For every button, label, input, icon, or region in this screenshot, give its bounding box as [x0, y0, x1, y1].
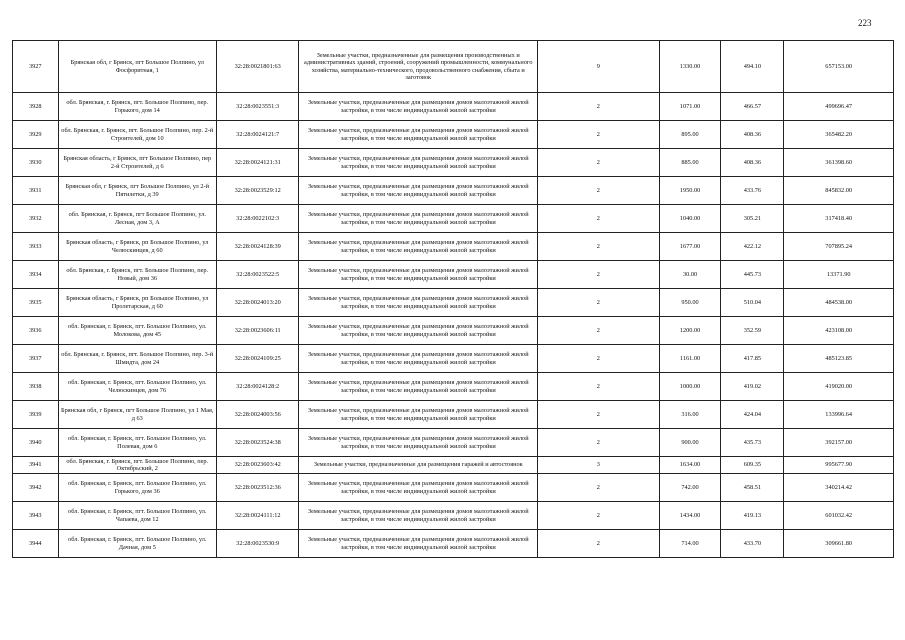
cadastral-value-cell: 423108.00: [784, 317, 894, 345]
area-cell: 714.00: [659, 530, 721, 558]
row-number-cell: 3931: [13, 177, 59, 205]
cadastral-value-cell: 707895.24: [784, 233, 894, 261]
area-cell: 1330.00: [659, 41, 721, 93]
cadastral-value-cell: 340214.42: [784, 474, 894, 502]
row-number-cell: 3936: [13, 317, 59, 345]
cadastral-number-cell: 32:28:0023551:3: [216, 93, 298, 121]
area-cell: 895.00: [659, 121, 721, 149]
row-number-cell: 3927: [13, 41, 59, 93]
group-number-cell: 2: [538, 373, 660, 401]
cadastral-number-cell: 32:28:0024013:20: [216, 289, 298, 317]
cadastral-value-cell: 309661.80: [784, 530, 894, 558]
row-number-cell: 3937: [13, 345, 59, 373]
group-number-cell: 2: [538, 401, 660, 429]
specific-value-cell: 419.13: [721, 502, 784, 530]
specific-value-cell: 494.10: [721, 41, 784, 93]
cadastral-number-cell: 32:28:0023606:11: [216, 317, 298, 345]
cadastral-number-cell: 32:28:0023529:12: [216, 177, 298, 205]
land-use-cell: Земельные участки, предназначенные для размещения домов малоэтажной жилой застройки, в том числе индивидуальной жилой застройки: [299, 401, 538, 429]
area-cell: 1040.00: [659, 205, 721, 233]
row-number-cell: 3944: [13, 530, 59, 558]
group-number-cell: 2: [538, 93, 660, 121]
specific-value-cell: 424.04: [721, 401, 784, 429]
specific-value-cell: 352.59: [721, 317, 784, 345]
group-number-cell: 2: [538, 474, 660, 502]
address-cell: обл. Брянская, г. Брянск, пгт. Большое Полпино, пер. 2-й Строителей, дом 10: [58, 121, 216, 149]
group-number-cell: 2: [538, 261, 660, 289]
table-row: [13, 530, 894, 558]
address-cell: обл. Брянская, г. Брянск, пгт. Большое Полпино, ул. Горького, дом 36: [58, 474, 216, 502]
land-use-cell: Земельные участки, предназначенные для размещения домов малоэтажной жилой застройки, в том числе индивидуальной жилой застройки: [299, 289, 538, 317]
table-row: [13, 205, 894, 233]
area-cell: 742.00: [659, 474, 721, 502]
table-row: [13, 233, 894, 261]
row-number-cell: 3934: [13, 261, 59, 289]
cadastral-value-table: [12, 40, 894, 558]
specific-value-cell: 435.73: [721, 429, 784, 457]
group-number-cell: 2: [538, 345, 660, 373]
row-number-cell: 3943: [13, 502, 59, 530]
address-cell: Брянская область, г Брянск, пгт Большое Полпино, пер 2-й Строителей, д 6: [58, 149, 216, 177]
table-row: [13, 121, 894, 149]
land-use-cell: Земельные участки, предназначенные для размещения домов малоэтажной жилой застройки, в том числе индивидуальной жилой застройки: [299, 149, 538, 177]
specific-value-cell: 609.35: [721, 457, 784, 474]
specific-value-cell: 422.12: [721, 233, 784, 261]
address-cell: обл. Брянская, г. Брянск, пгт. Большое Полпино, пер. Октябрьский, 2: [58, 457, 216, 474]
group-number-cell: 2: [538, 205, 660, 233]
area-cell: 1677.00: [659, 233, 721, 261]
area-cell: 30.00: [659, 261, 721, 289]
cadastral-value-cell: 133996.64: [784, 401, 894, 429]
land-use-cell: Земельные участки, предназначенные для размещения домов малоэтажной жилой застройки, в том числе индивидуальной жилой застройки: [299, 474, 538, 502]
address-cell: Брянская область, г Брянск, рп Большое Полпино, ул Пролетарская, д 60: [58, 289, 216, 317]
row-number-cell: 3939: [13, 401, 59, 429]
land-use-cell: Земельные участки, предназначенные для размещения домов малоэтажной жилой застройки, в том числе индивидуальной жилой застройки: [299, 373, 538, 401]
cadastral-value-cell: 361398.60: [784, 149, 894, 177]
specific-value-cell: 445.73: [721, 261, 784, 289]
address-cell: обл. Брянская, г. Брянск, пгт. Большое Полпино, ул. Молокова, дом 45: [58, 317, 216, 345]
table-row: [13, 93, 894, 121]
specific-value-cell: 466.57: [721, 93, 784, 121]
area-cell: 1000.00: [659, 373, 721, 401]
table-row: [13, 289, 894, 317]
row-number-cell: 3932: [13, 205, 59, 233]
cadastral-number-cell: 32:28:0024003:56: [216, 401, 298, 429]
land-use-cell: Земельные участки, предназначенные для размещения домов малоэтажной жилой застройки, в том числе индивидуальной жилой застройки: [299, 121, 538, 149]
land-use-cell: Земельные участки, предназначенные для размещения домов малоэтажной жилой застройки, в том числе индивидуальной жилой застройки: [299, 317, 538, 345]
area-cell: 885.00: [659, 149, 721, 177]
row-number-cell: 3940: [13, 429, 59, 457]
address-cell: Брянская обл, г Брянск, пгт Большое Полпино, ул 1 Мая, д 63: [58, 401, 216, 429]
row-number-cell: 3938: [13, 373, 59, 401]
land-use-cell: Земельные участки, предназначенные для размещения домов малоэтажной жилой застройки, в том числе индивидуальной жилой застройки: [299, 205, 538, 233]
cadastral-number-cell: 32:28:0023530:9: [216, 530, 298, 558]
cadastral-number-cell: 32:28:0021801:63: [216, 41, 298, 93]
land-use-cell: Земельные участки, предназначенные для размещения домов малоэтажной жилой застройки, в том числе индивидуальной жилой застройки: [299, 233, 538, 261]
table-row: [13, 457, 894, 474]
cadastral-number-cell: 32:28:0024111:12: [216, 502, 298, 530]
cadastral-number-cell: 32:28:0023603:42: [216, 457, 298, 474]
cadastral-value-cell: 485123.85: [784, 345, 894, 373]
cadastral-number-cell: 32:28:0024128:39: [216, 233, 298, 261]
specific-value-cell: 419.02: [721, 373, 784, 401]
row-number-cell: 3942: [13, 474, 59, 502]
table-row: [13, 41, 894, 93]
cadastral-value-cell: 995677.90: [784, 457, 894, 474]
table-row: [13, 345, 894, 373]
land-use-cell: Земельные участки, предназначенные для размещения производственных и административных зданий, строений, сооружений промышленности, коммунального хозяйства, материально-технического, продовольственного снабжения, сбыта и заготовок: [299, 41, 538, 93]
specific-value-cell: 510.04: [721, 289, 784, 317]
group-number-cell: 2: [538, 121, 660, 149]
address-cell: обл. Брянская, г. Брянск, пгт. Большое Полпино, пер. Новый, дом 36: [58, 261, 216, 289]
cadastral-value-cell: 601032.42: [784, 502, 894, 530]
specific-value-cell: 458.51: [721, 474, 784, 502]
group-number-cell: 2: [538, 502, 660, 530]
address-cell: обл. Брянская, г. Брянск, пгт. Большое Полпино, пер. Горького, дом 14: [58, 93, 216, 121]
cadastral-value-cell: 657153.00: [784, 41, 894, 93]
land-use-cell: Земельные участки, предназначенные для размещения гаражей и автостоянок: [299, 457, 538, 474]
table-row: [13, 149, 894, 177]
specific-value-cell: 305.21: [721, 205, 784, 233]
specific-value-cell: 433.76: [721, 177, 784, 205]
land-use-cell: Земельные участки, предназначенные для размещения домов малоэтажной жилой застройки, в том числе индивидуальной жилой застройки: [299, 93, 538, 121]
land-use-cell: Земельные участки, предназначенные для размещения домов малоэтажной жилой застройки, в том числе индивидуальной жилой застройки: [299, 502, 538, 530]
cadastral-value-cell: 499696.47: [784, 93, 894, 121]
cadastral-value-cell: 392157.00: [784, 429, 894, 457]
specific-value-cell: 417.85: [721, 345, 784, 373]
area-cell: 1634.00: [659, 457, 721, 474]
cadastral-value-cell: 13371.90: [784, 261, 894, 289]
row-number-cell: 3935: [13, 289, 59, 317]
table-row: [13, 429, 894, 457]
group-number-cell: 2: [538, 317, 660, 345]
address-cell: обл. Брянская, г. Брянск, пгт Большое Полпино, ул. Лесная, дом 3, А: [58, 205, 216, 233]
cadastral-number-cell: 32:28:0024109:25: [216, 345, 298, 373]
area-cell: 900.00: [659, 429, 721, 457]
land-use-cell: Земельные участки, предназначенные для размещения домов малоэтажной жилой застройки, в том числе индивидуальной жилой застройки: [299, 530, 538, 558]
group-number-cell: 2: [538, 233, 660, 261]
group-number-cell: 9: [538, 41, 660, 93]
row-number-cell: 3941: [13, 457, 59, 474]
table-row: [13, 401, 894, 429]
cadastral-value-cell: 419020.00: [784, 373, 894, 401]
area-cell: 1200.00: [659, 317, 721, 345]
row-number-cell: 3929: [13, 121, 59, 149]
address-cell: Брянская обл, г Брянск, пгт Большое Полпино, ул Фосфоритная, 1: [58, 41, 216, 93]
row-number-cell: 3930: [13, 149, 59, 177]
cadastral-value-cell: 484538.00: [784, 289, 894, 317]
address-cell: обл. Брянская, г. Брянск, пгт. Большое Полпино, ул. Челюскинцев, дом 76: [58, 373, 216, 401]
land-use-cell: Земельные участки, предназначенные для размещения домов малоэтажной жилой застройки, в том числе индивидуальной жилой застройки: [299, 429, 538, 457]
land-use-cell: Земельные участки, предназначенные для размещения домов малоэтажной жилой застройки, в том числе индивидуальной жилой застройки: [299, 261, 538, 289]
area-cell: 950.00: [659, 289, 721, 317]
cadastral-value-cell: 845832.00: [784, 177, 894, 205]
cadastral-value-cell: 365482.20: [784, 121, 894, 149]
group-number-cell: 2: [538, 289, 660, 317]
page-number: 223: [858, 18, 872, 28]
address-cell: обл. Брянская, г. Брянск, пгт. Большое Полпино, ул. Полевая, дом 6: [58, 429, 216, 457]
address-cell: обл. Брянская, г. Брянск, пгт. Большое Полпино, ул. Чапаева, дом 12: [58, 502, 216, 530]
table-row: [13, 502, 894, 530]
table-row: [13, 373, 894, 401]
specific-value-cell: 433.70: [721, 530, 784, 558]
cadastral-number-cell: 32:28:0022102:3: [216, 205, 298, 233]
land-use-cell: Земельные участки, предназначенные для размещения домов малоэтажной жилой застройки, в том числе индивидуальной жилой застройки: [299, 177, 538, 205]
specific-value-cell: 408.36: [721, 149, 784, 177]
address-cell: обл. Брянская, г. Брянск, пгт. Большое Полпино, ул. Дачная, дом 5: [58, 530, 216, 558]
specific-value-cell: 408.36: [721, 121, 784, 149]
cadastral-number-cell: 32:28:0024128:2: [216, 373, 298, 401]
row-number-cell: 3928: [13, 93, 59, 121]
cadastral-number-cell: 32:28:0023524:38: [216, 429, 298, 457]
area-cell: 1950.00: [659, 177, 721, 205]
land-use-cell: Земельные участки, предназначенные для размещения домов малоэтажной жилой застройки, в том числе индивидуальной жилой застройки: [299, 345, 538, 373]
area-cell: 1071.00: [659, 93, 721, 121]
area-cell: 1434.00: [659, 502, 721, 530]
group-number-cell: 2: [538, 177, 660, 205]
table-row: [13, 317, 894, 345]
table-row: [13, 474, 894, 502]
cadastral-number-cell: 32:28:0024121:7: [216, 121, 298, 149]
address-cell: обл. Брянская, г. Брянск, пгт. Большое Полпино, пер. 3-й Шмидта, дом 24: [58, 345, 216, 373]
cadastral-number-cell: 32:28:0023522:5: [216, 261, 298, 289]
cadastral-number-cell: 32:28:0023512:36: [216, 474, 298, 502]
address-cell: Брянская обл, г Брянск, пгт Большое Полпино, ул 2-й Пятилетки, д 39: [58, 177, 216, 205]
group-number-cell: 2: [538, 530, 660, 558]
cadastral-number-cell: 32:28:0024121:31: [216, 149, 298, 177]
cadastral-value-cell: 317418.40: [784, 205, 894, 233]
address-cell: Брянская область, г Брянск, рп Большое Полпино, ул Челюскинцев, д 60: [58, 233, 216, 261]
area-cell: 316.00: [659, 401, 721, 429]
table-row: [13, 261, 894, 289]
table-row: [13, 177, 894, 205]
row-number-cell: 3933: [13, 233, 59, 261]
group-number-cell: 3: [538, 457, 660, 474]
area-cell: 1161.00: [659, 345, 721, 373]
group-number-cell: 2: [538, 149, 660, 177]
group-number-cell: 2: [538, 429, 660, 457]
table-body: [13, 41, 894, 558]
